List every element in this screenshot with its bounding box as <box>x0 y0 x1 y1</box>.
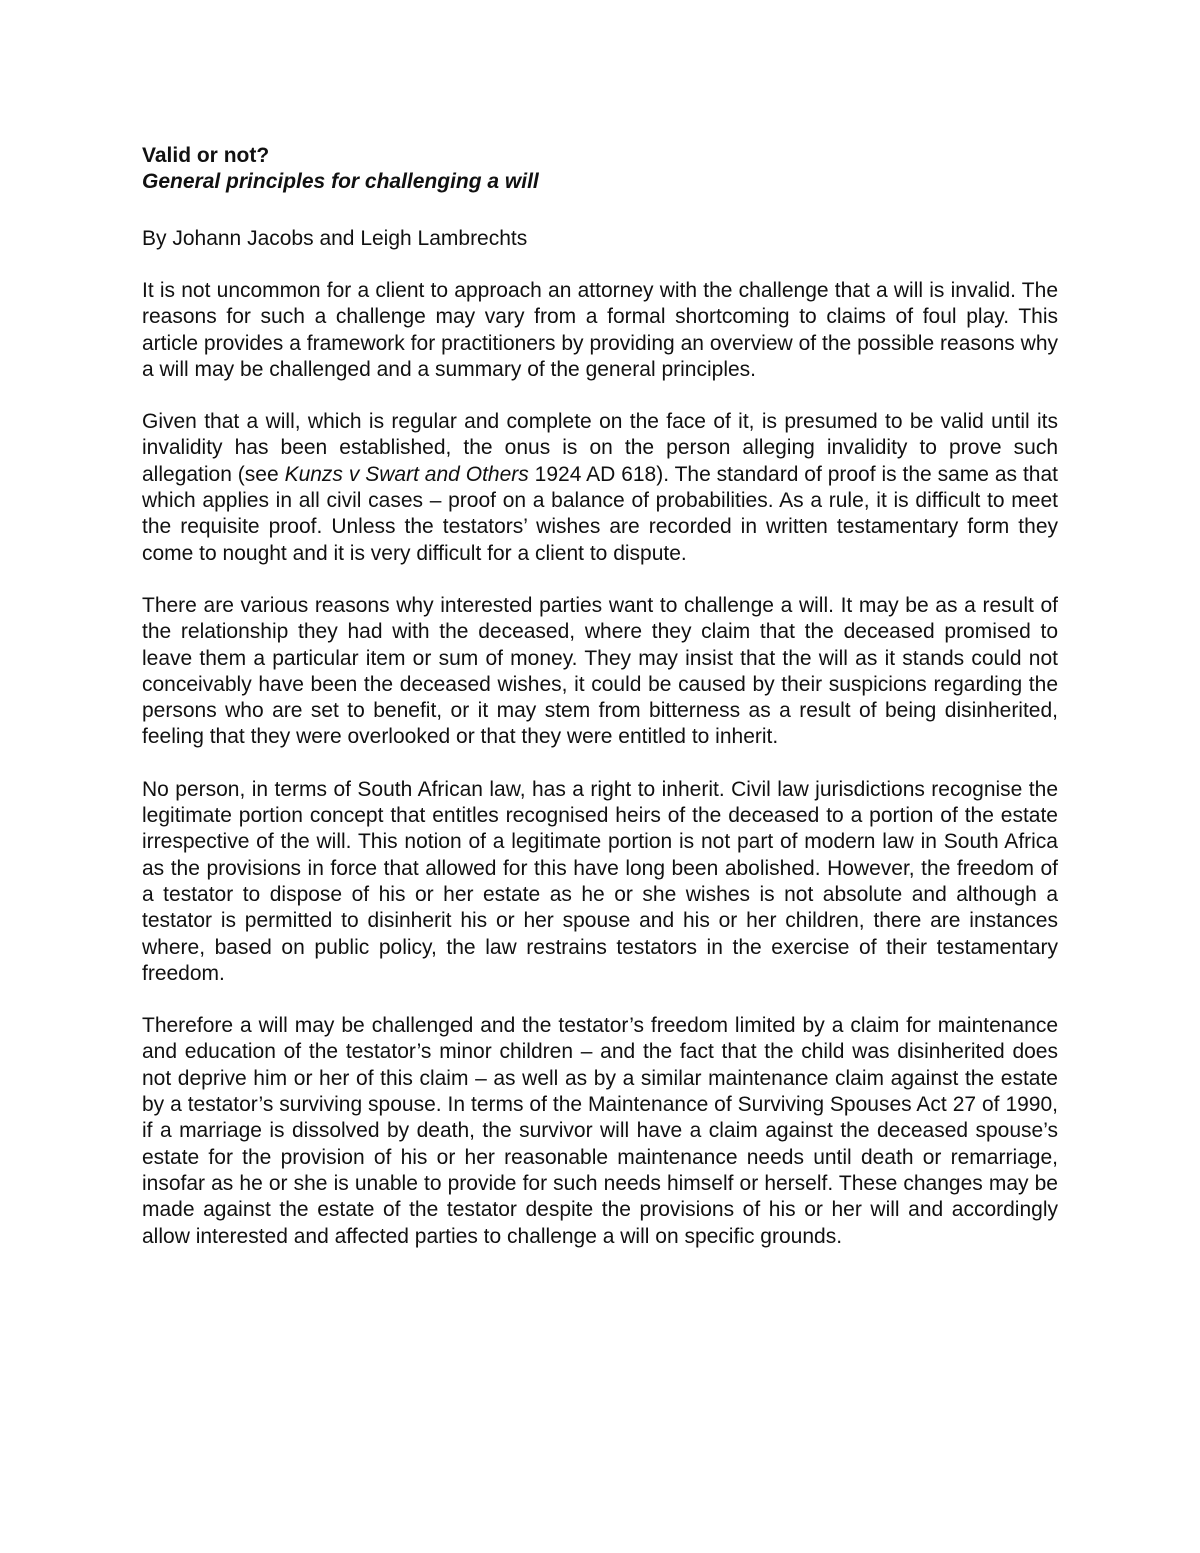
paragraph-text-after-citation: 1924 AD 618). The standard of proof is the same as that which applies in all civil cases – proof on a balance of probabilities. As a rule, it is difficult to meet the requisite proof. Unless the testators’ wishes are recorded in written testamentary form they come to nought and it is very difficult for a client to dispute. <box>142 462 1058 565</box>
paragraph-onus-of-proof <box>142 409 1058 567</box>
author-byline: By Johann Jacobs and Leigh Lambrechts <box>142 227 528 250</box>
case-citation: Kunzs v Swart and Others <box>284 462 529 486</box>
paragraph-introduction: It is not uncommon for a client to approach an attorney with the challenge that a will is invalid. The reasons for such a challenge may vary from a formal shortcoming to claims of foul play. This article provides a framework for practitioners by providing an overview of the possible reasons why a will may be challenged and a summary of the general principles. <box>142 279 1058 381</box>
document-page <box>142 143 1058 1250</box>
paragraph-maintenance-claims: Therefore a will may be challenged and the testator’s freedom limited by a claim for maintenance and education of the testator’s minor children – and the fact that the child was disinherited does not deprive him or her of this claim – as well as by a similar maintenance claim against the estate by a testator’s surviving spouse. In terms of the Maintenance of Surviving Spouses Act 27 of 1990, if a marriage is dissolved by death, the survivor will have a claim against the deceased spouse’s estate for the provision of his or her reasonable maintenance needs until death or remarriage, insofar as he or she is unable to provide for such needs himself or herself. These changes may be made against the estate of the testator despite the provisions of his or her will and accordingly allow interested and affected parties to challenge a will on specific grounds. <box>142 1014 1058 1248</box>
paragraph-text-before-citation: Given that a will, which is regular and complete on the face of it, is presumed to be valid until its invalidity has been established, the onus is on the person alleging invalidity to prove such allegation (see <box>142 410 1058 486</box>
paragraph-right-to-inherit: No person, in terms of South African law, has a right to inherit. Civil law jurisdictions recognise the legitimate portion concept that entitles recognised heirs of the deceased to a portion of the estate irrespective of the will. This notion of a legitimate portion is not part of modern law in South Africa as the provisions in force that allowed for this have long been abolished. However, the freedom of a testator to dispose of his or her estate as he or she wishes is not absolute and although a testator is permitted to disinherit his or her spouse and his or her children, there are instances where, based on public policy, the law restrains testators in the exercise of their testamentary freedom. <box>142 777 1058 985</box>
paragraph-reasons-to-challenge: There are various reasons why interested parties want to challenge a will. It may be as a result of the relationship they had with the deceased, where they claim that the deceased promised to leave them a particular item or sum of money. They may insist that the will as it stands could not conceivably have been the deceased wishes, it could be caused by their suspicions regarding the persons who are set to benefit, or it may stem from bitterness as a result of being disinherited, feeling that they were overlooked or that they were entitled to inherit. <box>142 593 1058 749</box>
document-subtitle: General principles for challenging a will <box>142 170 539 193</box>
document-title: Valid or not? <box>142 144 270 167</box>
